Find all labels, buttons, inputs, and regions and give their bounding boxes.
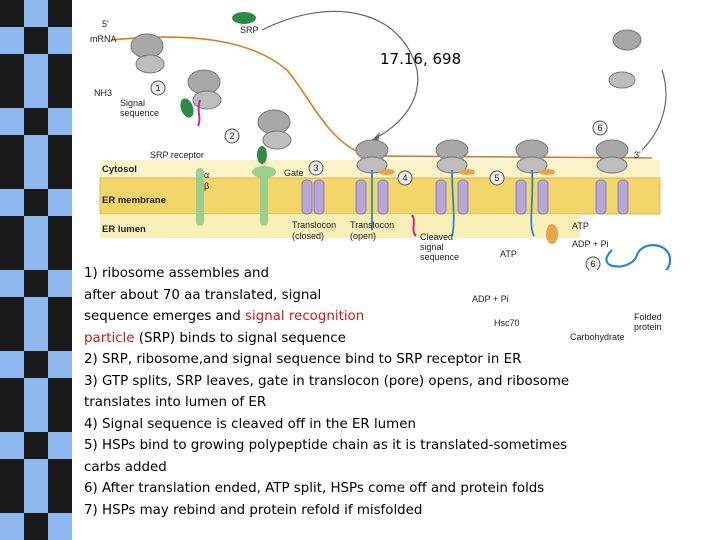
stripe-tile [0,81,24,108]
label-atp-mid: ATP [500,249,517,259]
desc-line: 3) GTP splits, SRP leaves, gate in translocon (pore) opens, and ribosome [84,373,570,389]
stripe-tile [24,405,48,432]
stripe-tile [0,0,24,27]
label-srp: SRP [240,25,259,35]
desc-line: 5) HSPs bind to growing polypeptide chain as it is translated-sometimes [84,438,568,453]
label-translocon-closed-1: Translocon [292,220,337,230]
ribosome-5 [436,140,468,173]
stripe-tile [0,27,24,54]
stripe-tile [0,162,24,189]
highlight-term: particle [84,330,135,346]
step-marker-1 [151,81,165,95]
step-marker-3 [309,161,323,175]
stripe-tile [0,135,24,162]
stripe-tile [0,351,24,378]
label-adp-pi-top: ADP + Pi [572,239,609,249]
desc-text: sequence emerges and [84,309,245,324]
stripe-tile [24,459,48,486]
stripe-tile [24,162,48,189]
ribosome-7 [596,140,628,173]
stripe-tile [0,459,24,486]
label-carbohydrate: Carbohydrate [570,332,625,342]
ribosome-2 [178,70,221,126]
desc-line: 2) SRP, ribosome,and signal sequence bind to SRP receptor in ER [84,352,522,367]
ribosome-large-subunit-free [613,30,641,50]
stripe-tile [48,108,72,135]
svg-text:4: 4 [402,173,408,183]
figure-reference: 17.16, 698 [380,50,462,68]
desc-line: 7) HSPs may rebind and protein refold if misfolded [84,502,423,518]
stripe-tile [24,0,48,27]
highlight-term: signal recognition [245,309,365,324]
stripe-tile [0,324,24,351]
stripe-tile [24,324,48,351]
label-er-lumen: ER lumen [102,224,146,235]
stripe-tile [48,0,72,27]
stripe-tile [24,189,48,216]
label-mrna: mRNA [90,34,117,44]
stripe-tile [0,378,24,405]
stripe-tile [24,270,48,297]
stripe-tile [48,459,72,486]
hsp-bound-2 [459,169,475,175]
stripe-tile [48,432,72,459]
stripe-tile [48,54,72,81]
stripe-tile [48,243,72,270]
label-adp-pi-mid: ADP + Pi [472,294,509,304]
label-srp-receptor: SRP receptor [150,150,204,160]
stripe-tile [48,405,72,432]
stripe-tile [48,378,72,405]
step-marker-2 [225,129,239,143]
stripe-tile [24,216,48,243]
stripe-tile [24,243,48,270]
svg-text:1: 1 [155,83,161,93]
label-cytosol: Cytosol [102,164,137,175]
stripe-tile [0,54,24,81]
desc-line [84,306,716,328]
stripe-tile [0,486,24,513]
label-cleaved-2: signal [420,242,444,252]
stripe-tile [0,270,24,297]
desc-line: 6) After translation ended, ATP split, HSPs come off and protein folds [84,481,545,496]
stripe-tile [24,27,48,54]
label-nh3: NH3 [94,88,113,98]
label-beta: β [204,181,210,191]
desc-line: 1) ribosome assembles and [84,266,269,281]
ribosome-4 [356,140,388,173]
stripe-tile [48,27,72,54]
step-marker-6-top [593,121,607,135]
label-cleaved-3: sequence [420,252,460,262]
stripe-tile [24,297,48,324]
stripe-tile [48,270,72,297]
srp-translation-diagram [72,0,720,270]
decorative-tile-stripe [0,0,72,540]
label-gate: Gate [284,168,304,178]
svg-text:2: 2 [229,131,235,141]
label-translocon-closed-2: (closed) [292,231,325,241]
label-hsc70: Hsc70 [494,318,520,328]
label-atp-top: ATP [572,221,589,231]
stripe-tile [48,189,72,216]
stripe-tile [24,351,48,378]
stripe-tile [48,351,72,378]
step-marker-5 [490,171,504,185]
hsp-bound-3 [539,169,555,175]
label-signal-sequence-1: Signal [120,98,146,108]
stripe-tile [24,378,48,405]
svg-text:3: 3 [313,163,319,173]
svg-text:6: 6 [597,123,603,133]
ribosome-3 [257,110,291,164]
desc-line: translates into lumen of ER [84,395,267,410]
label-translocon-open-2: (open) [350,231,377,241]
srp-particle-free [232,12,256,24]
hsp-lumen [546,224,558,244]
stripe-tile [0,513,24,540]
svg-text:5: 5 [494,173,500,183]
stripe-tile [24,135,48,162]
desc-line: after about 70 aa translated, signal [84,287,322,303]
stripe-tile [48,135,72,162]
ribosome-1 [131,34,164,73]
stripe-tile [24,108,48,135]
desc-line [84,328,716,350]
label-translocon-open-1: Translocon [350,220,395,230]
svg-text:6: 6 [590,259,596,269]
stripe-tile [24,486,48,513]
stripe-tile [0,297,24,324]
label-folded-2: protein [634,322,662,332]
ribosome-recycle-arrow [642,70,666,150]
label-five-prime: 5' [102,19,109,29]
ribosome-6 [516,140,548,173]
stripe-tile [48,513,72,540]
label-cleaved-1: Cleaved [420,232,454,242]
stripe-tile [0,216,24,243]
process-description [84,263,716,521]
desc-line: 4) Signal sequence is cleaved off in the ER lumen [84,416,416,432]
stripe-tile [48,162,72,189]
stripe-tile [0,432,24,459]
label-three-prime: 3' [634,150,641,160]
stripe-tile [0,243,24,270]
hsp-bound-1 [379,169,395,175]
stripe-tile [24,54,48,81]
lumen-band [100,214,580,238]
label-signal-sequence-2: sequence [120,108,160,118]
label-alpha: α [204,170,210,180]
ribosome-small-subunit-free [609,72,635,88]
stripe-tile [48,297,72,324]
stripe-tile [24,81,48,108]
desc-text: (SRP) binds to signal sequence [134,330,346,346]
label-folded-1: Folded [634,312,662,322]
stripe-tile [0,189,24,216]
label-er-membrane: ER membrane [102,195,166,206]
step-marker-4 [398,171,412,185]
desc-line: carbs added [84,459,167,475]
stripe-tile [24,513,48,540]
stripe-tile [24,432,48,459]
stripe-tile [0,108,24,135]
stripe-tile [48,216,72,243]
stripe-tile [0,405,24,432]
stripe-tile [48,81,72,108]
stripe-tile [48,486,72,513]
stripe-tile [48,324,72,351]
